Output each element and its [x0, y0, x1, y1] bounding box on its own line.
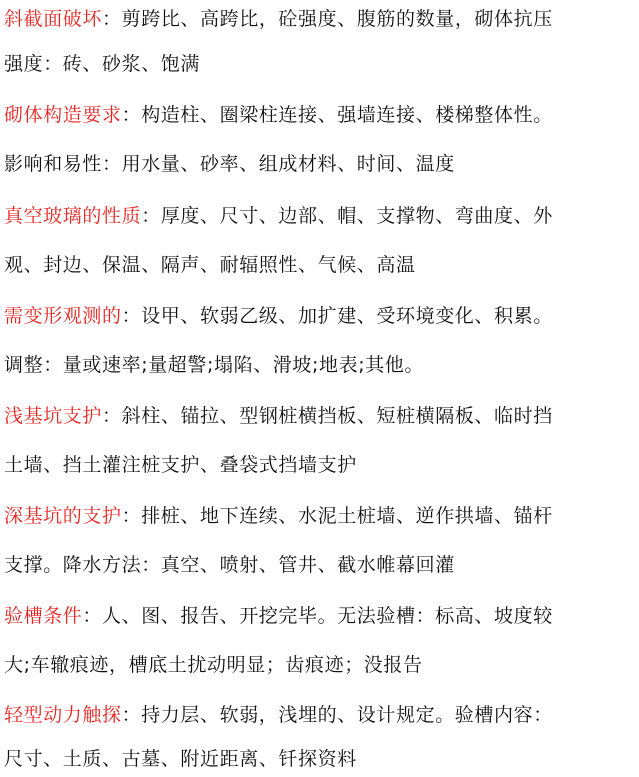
key-term: 斜截面破坏	[4, 8, 103, 30]
line-text: 影响和易性：用水量、砂率、组成材料、时间、温度	[4, 153, 455, 175]
line-text: ：厚度、尺寸、边部、帽、支撑物、弯曲度、外	[141, 205, 553, 227]
line-text: ：设甲、软弱乙级、加扩建、受环境变化、积累。	[121, 305, 553, 327]
line-text: ：排桩、地下连续、水泥土桩墙、逆作拱墙、锚杆	[121, 505, 553, 527]
line-text: 观、封边、保温、隔声、耐辐照性、气候、高温	[4, 254, 416, 276]
note-line-2	[4, 46, 200, 82]
line-text: 强度：砖、砂浆、饱满	[4, 53, 201, 75]
note-line-7	[4, 298, 553, 334]
line-text: 支撑。降水方法：真空、喷射、管井、截水帷幕回灌	[4, 554, 455, 576]
note-line-13	[4, 598, 553, 634]
key-term: 需变形观测的	[4, 305, 122, 327]
key-term: 砌体构造要求	[4, 104, 122, 126]
note-line-10	[4, 447, 357, 483]
note-line-6	[4, 247, 416, 283]
key-term: 真空玻璃的性质	[4, 205, 142, 227]
line-text: ：剪跨比、高跨比，砼强度、腹筋的数量，砌体抗压	[102, 8, 553, 30]
line-text: ：构造柱、圈梁柱连接、强墙连接、楼梯整体性。	[121, 104, 553, 126]
line-text: ：人、图、报告、开挖完毕。无法验槽：标高、坡度较	[82, 605, 553, 627]
line-text: 大;车辙痕迹，槽底土扰动明显；齿痕迹；没报告	[4, 654, 423, 676]
key-term: 验槽条件	[4, 605, 83, 627]
note-line-8	[4, 347, 424, 383]
key-term: 轻型动力触探	[4, 704, 122, 726]
line-text: ：持力层、软弱，浅埋的、设计规定。验槽内容：	[121, 704, 553, 726]
note-line-14	[4, 647, 423, 683]
note-line-16	[4, 741, 357, 777]
note-line-15	[4, 697, 553, 733]
line-text: ：斜柱、锚拉、型钢桩横挡板、短桩横隔板、临时挡	[102, 405, 553, 427]
line-text: 尺寸、土质、古墓、附近距离、钎探资料	[4, 748, 357, 770]
note-line-12	[4, 547, 455, 583]
note-line-3	[4, 97, 553, 133]
key-term: 浅基坑支护	[4, 405, 103, 427]
note-line-4	[4, 146, 455, 182]
line-text: 调整：量或速率;量超警;塌陷、滑坡;地表;其他。	[4, 354, 425, 376]
note-line-11	[4, 498, 553, 534]
key-term: 深基坑的支护	[4, 505, 122, 527]
line-text: 土墙、挡土灌注桩支护、叠袋式挡墙支护	[4, 454, 357, 476]
note-line-9	[4, 398, 553, 434]
note-line-1	[4, 1, 553, 37]
note-line-5	[4, 198, 553, 234]
